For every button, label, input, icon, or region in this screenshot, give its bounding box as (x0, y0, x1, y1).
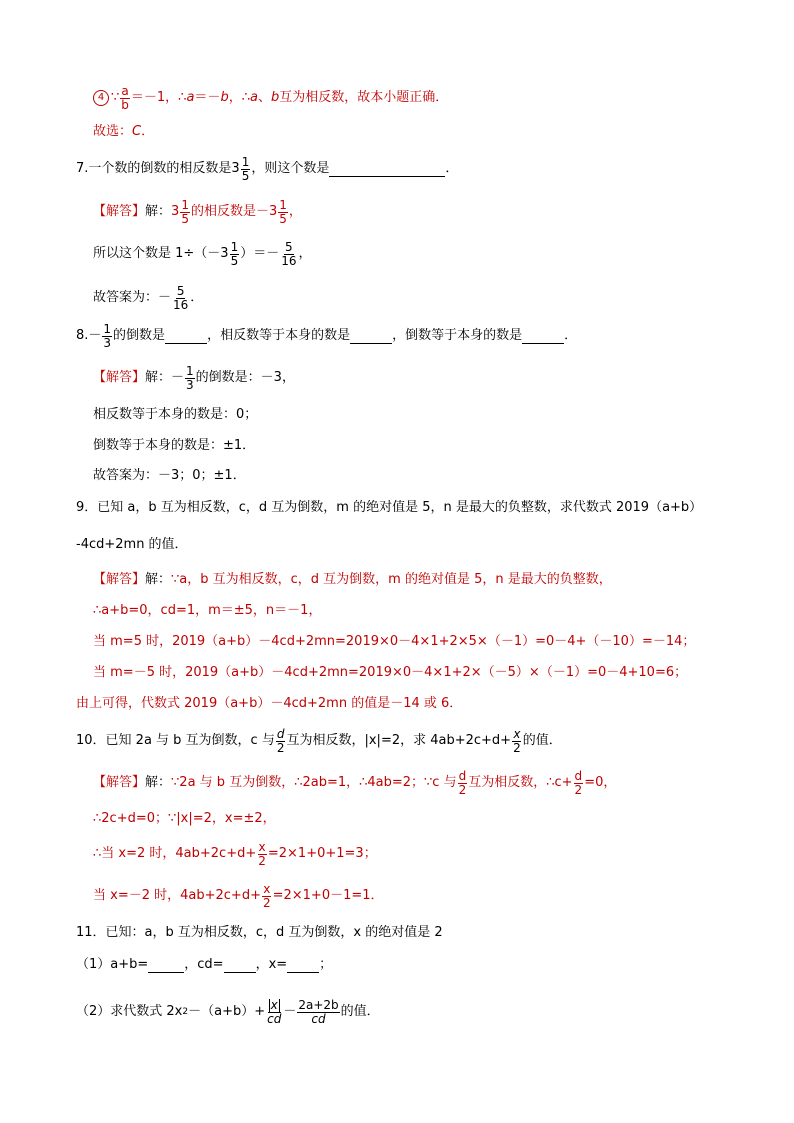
question-9-line-1: 9．已知 a，b 互为相反数，c，d 互为倒数，m 的绝对值是 5，n 是最大的负整数，求代数式 2019（a+b） (76, 500, 703, 515)
solution-8-answer: 故答案为：－3；0；±1． (93, 468, 246, 483)
solution-9-line-1: 【解答】 解： ∵a，b 互为相反数，c，d 互为倒数，m 的绝对值是 5，n 是最大的负整数， (93, 572, 612, 587)
question-10: 10．已知 2a 与 b 互为倒数，c 与 d 2 互为相反数，|x|=2，求 4ab+2c+d+ $\frac{x}{2}$ 的值． (76, 726, 562, 755)
solution-7-line-1: 【解答】 解： 3 1 5 的相反数是－ 3 1 5 ， (93, 197, 302, 226)
answer-blank (350, 329, 392, 344)
answer-blank (287, 958, 319, 973)
solution-9-conclusion: 由上可得，代数式 2019（a+b）－4cd+2mn 的值是－14 或 6． (76, 696, 463, 711)
solution-10-line-2: ∴2c+d=0；∵|x|=2，x=±2， (93, 811, 276, 826)
solution-7-answer: 故答案为：－ 5 16 ． (93, 283, 204, 312)
answer-choice-line: 故选： C ． (93, 124, 155, 139)
answer-blank (165, 329, 207, 344)
question-9-line-2: -4cd+2mn 的值． (76, 537, 188, 552)
solution-9-line-2: ∴a+b=0，cd=1，m＝±5，n＝－1， (93, 603, 322, 618)
solution-9-line-4: 当 m=－5 时，2019（a+b）－4cd+2mn=2019×0－4×1+2×（－5）×（－1）=0－4+10=6； (93, 665, 688, 680)
question-11-part-1: （1）a+b= ，cd= ，x= ； (76, 957, 333, 972)
question-7: 7.一个数的倒数的相反数是 3 1 5 ，则这个数是 ． (76, 154, 459, 183)
line-item4-proof: 4 ∵ a b ＝－1，∴ a ＝－ b ，∴ a 、 b 互为相反数，故本小题正确． (93, 85, 448, 111)
solution-9-line-3: 当 m=5 时，2019（a+b）－4cd+2mn=2019×0－4×1+2×5×（－1）=0－4+（－10）=－14； (93, 634, 696, 649)
solution-8-line-2: 相反数等于本身的数是：0； (93, 407, 258, 422)
solution-8-line-1: 【解答】 解：－ 1 3 的倒数是：－3， (93, 363, 295, 392)
solution-10-line-3: ∴当 x=2 时，4ab+2c+d+ $\frac{x}{2}$ =2×1+0+1=3； (93, 839, 377, 868)
solution-7-line-2: 所以这个数是 1÷（－3 1 5 ）＝－ 5 16 ， (93, 239, 312, 268)
answer-blank (522, 329, 564, 344)
question-8: 8.－ 1 3 的倒数是 ，相反数等于本身的数是 ，倒数等于本身的数是 ． (76, 321, 578, 350)
question-11: 11．已知：a，b 互为相反数，c，d 互为倒数，x 的绝对值是 2 (76, 925, 443, 940)
fraction-a-over-b: a b (121, 83, 129, 112)
solution-10-line-4: 当 x=－2 时，4ab+2c+d+ $\frac{x}{2}$ =2×1+0－1=1． (93, 881, 384, 910)
answer-blank (329, 162, 445, 177)
answer-blank (148, 958, 184, 973)
question-11-part-2: （2）求代数式 2x 2 －（a+b）+ $\frac{x}{cd}$ － 2a+2b cd 的值． (76, 997, 380, 1026)
mixed-number-3-1-5: 3 1 5 (231, 154, 250, 183)
circled-number: 4 (93, 90, 109, 106)
answer-blank (224, 958, 256, 973)
solution-8-line-3: 倒数等于本身的数是：±1． (93, 438, 256, 453)
solution-10-line-1: 【解答】 解： ∵2a 与 b 互为倒数，∴2ab=1，∴4ab=2；∵c 与 d 2 互为相反数，∴c+ $\frac{d}{2}$ =0， (93, 768, 617, 797)
